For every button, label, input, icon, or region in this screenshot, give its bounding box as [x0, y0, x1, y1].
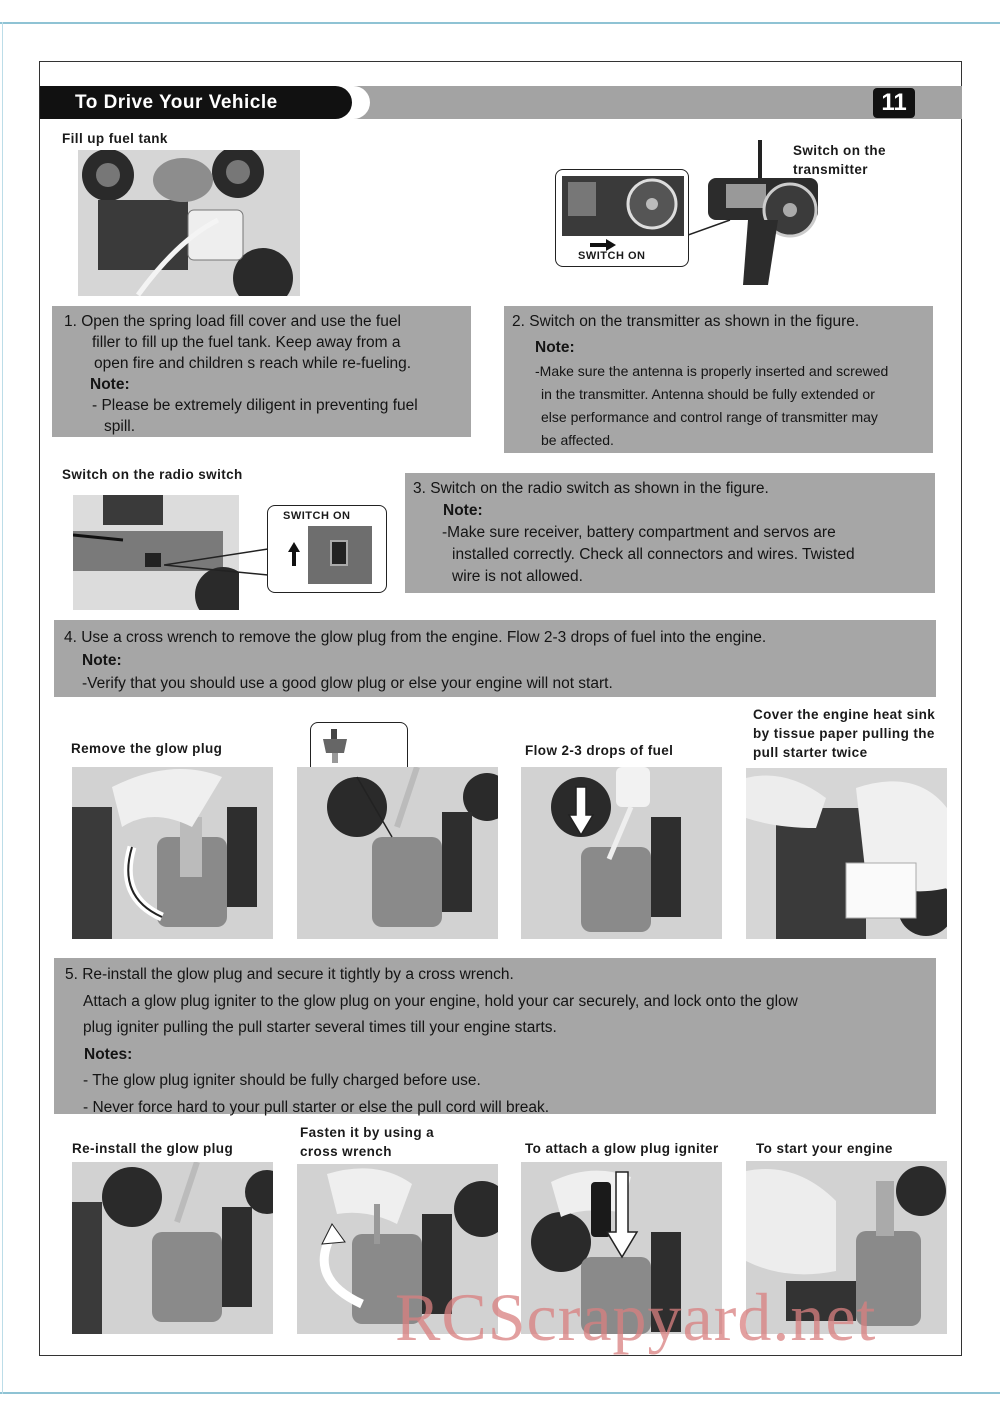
arrow-up-icon — [288, 542, 300, 571]
step-4-box — [54, 620, 936, 697]
step-2-note-line-3: else performance and control range of transmitter may — [541, 409, 878, 425]
page-title: To Drive Your Vehicle — [75, 92, 278, 113]
step-2-note-line-2: in the transmitter. Antenna should be fully extended or — [541, 386, 875, 402]
step-5-line-2: Attach a glow plug igniter to the glow plug on your engine, hold your car securely, and lock onto the glow — [83, 992, 798, 1010]
step-3-note-label: Note: — [443, 502, 483, 519]
photo-flow-fuel — [521, 767, 722, 939]
switch-on-label-transmitter: SWITCH ON — [578, 250, 646, 262]
step-2-note-label: Note: — [535, 339, 575, 356]
caption-switch-transmitter-2: transmitter — [793, 162, 868, 177]
watermark: RCScrapyard.net — [395, 1279, 877, 1355]
left-rule — [2, 22, 3, 1394]
step-1-note-line-1: - Please be extremely diligent in preventing fuel — [92, 397, 418, 414]
step-1-note-label: Note: — [90, 376, 130, 393]
step-1-line-1: 1. Open the spring load fill cover and use the fuel — [64, 313, 401, 330]
step-5-box — [54, 958, 936, 1114]
step-3-line: 3. Switch on the radio switch as shown in the figure. — [413, 480, 769, 497]
page-number: 11 — [873, 88, 915, 118]
top-rule — [0, 22, 1000, 24]
step-2-note-line-4: be affected. — [541, 432, 614, 448]
caption-remove-glow: Remove the glow plug — [71, 741, 223, 756]
caption-fasten-1: Fasten it by using a — [300, 1125, 435, 1140]
caption-reinstall: Re-install the glow plug — [72, 1141, 234, 1156]
step-5-note-line-1: - The glow plug igniter should be fully charged before use. — [83, 1072, 481, 1089]
step-2-note-line-1: -Make sure the antenna is properly inserted and screwed — [535, 363, 889, 379]
step-5-line-3: plug igniter pulling the pull starter several times till your engine starts. — [83, 1019, 557, 1036]
caption-switch-radio: Switch on the radio switch — [62, 467, 243, 482]
step-3-box — [405, 473, 935, 593]
caption-fasten-2: cross wrench — [300, 1144, 392, 1159]
step-4-note-label: Note: — [82, 652, 122, 669]
photo-glow-plug — [297, 767, 498, 939]
step-2-box — [504, 306, 933, 453]
transmitter-closeup-illustration — [556, 170, 687, 240]
step-1-note-line-2: spill. — [104, 418, 136, 435]
step-1-line-3: open fire and children s reach while re-fueling. — [94, 355, 412, 372]
bottom-rule — [0, 1392, 1000, 1394]
photo-fill-tank — [78, 150, 300, 296]
step-3-note-line-2: installed correctly. Check all connectors and wires. Twisted — [452, 546, 855, 563]
caption-start-engine: To start your engine — [756, 1141, 893, 1156]
caption-fill-tank: Fill up fuel tank — [62, 131, 168, 146]
photo-remove-glow-plug — [72, 767, 273, 939]
photo-reinstall-glow-plug — [72, 1162, 273, 1334]
caption-flow-drops: Flow 2-3 drops of fuel — [525, 743, 674, 758]
step-4-note-line: -Verify that you should use a good glow plug or else your engine will not start. — [82, 675, 613, 692]
transmitter-switch-callout — [555, 169, 689, 267]
step-3-note-line-1: -Make sure receiver, battery compartment and servos are — [442, 524, 836, 541]
step-2-line: 2. Switch on the transmitter as shown in the figure. — [512, 313, 860, 330]
radio-switch-callout — [267, 505, 387, 593]
photo-cover-heatsink — [746, 768, 947, 939]
radio-switch-closeup — [308, 526, 372, 584]
caption-cover-heatsink-2: by tissue paper pulling the — [753, 726, 935, 741]
step-1-box — [52, 306, 471, 437]
switch-on-label-radio: SWITCH ON — [283, 510, 351, 522]
step-5-note-label: Notes: — [84, 1045, 133, 1063]
glow-plug-icon — [317, 727, 357, 765]
caption-cover-heatsink-1: Cover the engine heat sink — [753, 707, 936, 722]
step-3-note-line-3: wire is not allowed. — [452, 568, 583, 585]
photo-transmitter — [688, 140, 828, 285]
callout-pointer — [164, 547, 268, 577]
step-5-line-1: 5. Re-install the glow plug and secure it tightly by a cross wrench. — [65, 966, 514, 983]
caption-cover-heatsink-3: pull starter twice — [753, 745, 868, 760]
caption-switch-transmitter-1: Switch on the — [793, 143, 886, 158]
step-5-note-line-2: - Never force hard to your pull starter or else the pull cord will break. — [83, 1098, 550, 1116]
step-4-line: 4. Use a cross wrench to remove the glow plug from the engine. Flow 2-3 drops of fuel into the engine. — [64, 629, 767, 646]
caption-attach-igniter: To attach a glow plug igniter — [525, 1141, 719, 1156]
step-1-line-2: filler to fill up the fuel tank. Keep away from a — [92, 334, 401, 351]
